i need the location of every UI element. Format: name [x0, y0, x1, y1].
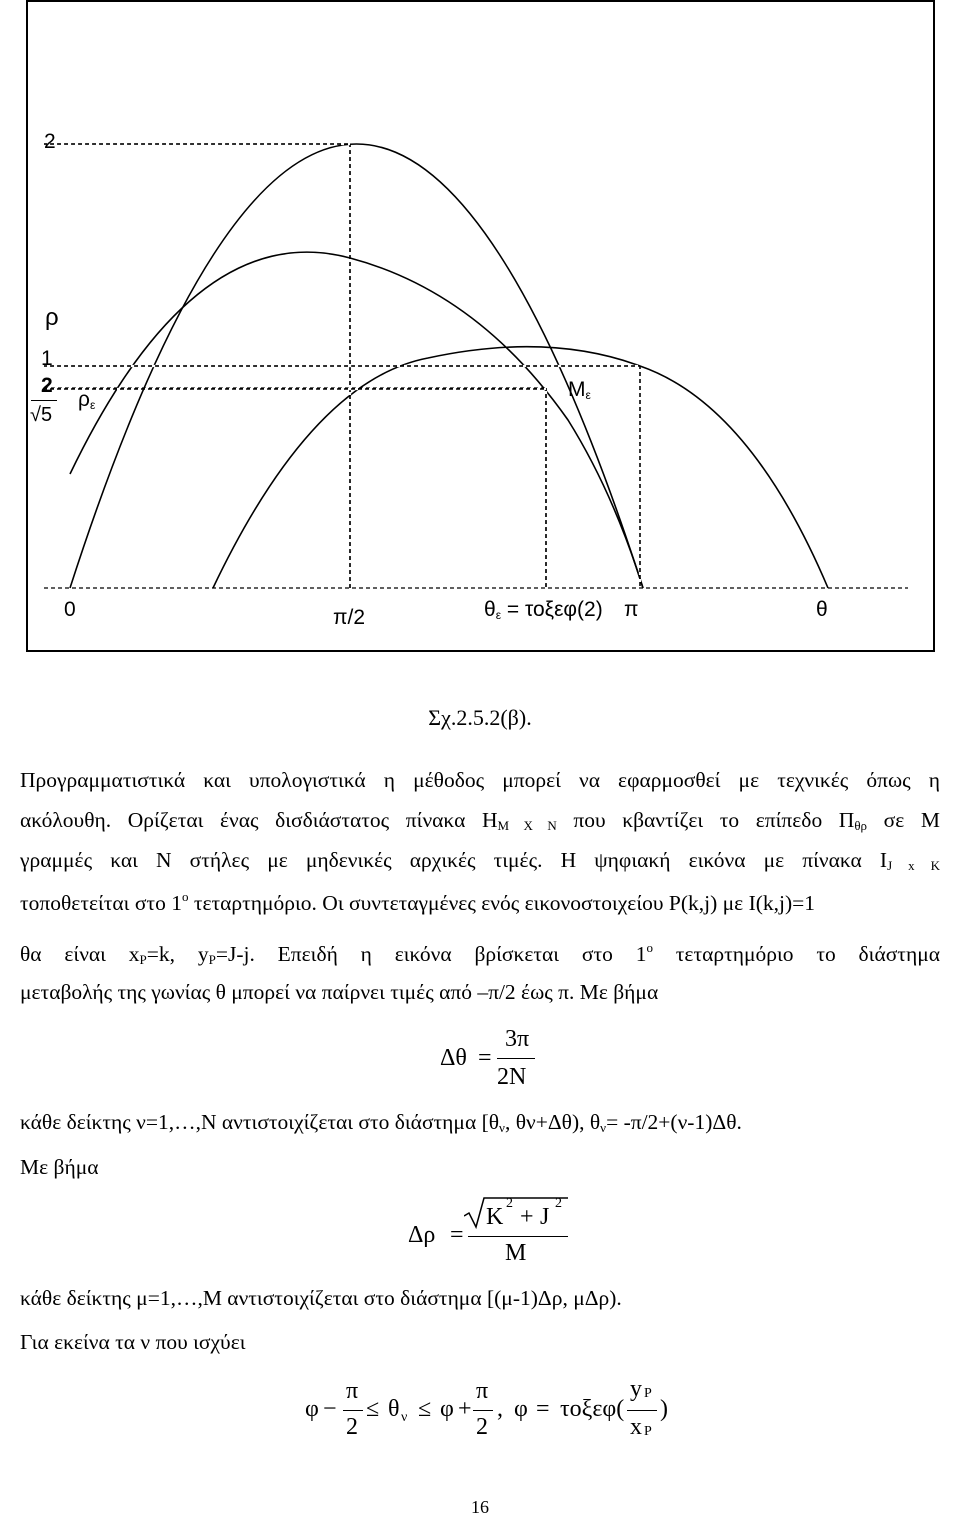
rho-eps-label: $\rho_\varepsilon$	[78, 388, 96, 412]
hough-curves-plot	[28, 2, 933, 650]
eq3-func: τοξεφ(	[560, 1396, 625, 1422]
eq3-pi1: π	[346, 1378, 359, 1404]
eq3-theta-sub: ν	[401, 1410, 408, 1425]
eq2-bar	[468, 1236, 568, 1237]
x-tick-half-pi: π/2	[333, 606, 366, 629]
eq3-equals: =	[536, 1396, 550, 1422]
eq2-num-k: K	[486, 1204, 504, 1230]
eq3-bar1	[343, 1410, 363, 1411]
eq3-pi2: π	[476, 1378, 489, 1404]
y-tick-frac-num: 2	[41, 374, 53, 397]
eq3-xsub: P	[644, 1424, 652, 1439]
eq3-phi3: φ	[514, 1396, 528, 1422]
y-tick-2: 2	[44, 130, 56, 153]
eq3-ysub: P	[644, 1386, 652, 1401]
eq2-num-j: J	[540, 1204, 550, 1230]
figure-caption: Σχ.2.5.2(β).	[428, 705, 532, 730]
eq3-bar2	[473, 1410, 493, 1411]
eq2-sup-1: 2	[506, 1196, 513, 1211]
eq3-two1: 2	[346, 1414, 358, 1440]
text-line-1: Προγραμματιστικά και υπολογιστικά η μέθοδος μπορεί να εφαρμοσθεί με τεχνικές όπως η	[20, 768, 940, 792]
text-line-10: Για εκείνα τα ν που ισχύει	[20, 1330, 246, 1354]
eq3-le2: ≤	[418, 1396, 432, 1422]
x-tick-theta-eps: $\theta_\varepsilon = \tau o\xi\varepsilon\varphi(2)$	[484, 598, 603, 622]
eq2-lhs: Δρ	[408, 1222, 436, 1248]
y-tick-1: 1	[41, 347, 53, 370]
eq3-two2: 2	[476, 1414, 488, 1440]
eq3-comma: ,	[497, 1396, 503, 1422]
eq1-num: 3π	[505, 1026, 530, 1052]
eq3-close: )	[660, 1396, 668, 1422]
eq2-sup-2: 2	[555, 1196, 562, 1211]
text-line-4: τοποθετείται στο $1^o$ τεταρτημόριο. Οι συντεταγμένες ενός εικονοστοιχείου P(k,j) με I(k,j)=1	[20, 889, 816, 915]
eq3-phi1: φ	[305, 1396, 319, 1422]
y-axis-label: ρ	[45, 304, 59, 331]
eq3-le1: ≤	[366, 1396, 380, 1422]
eq3-x: x	[630, 1414, 642, 1440]
eq2-plus: +	[520, 1204, 534, 1230]
page-number: 16	[471, 1497, 489, 1517]
m-eps-label: $M_\varepsilon$	[568, 378, 591, 402]
eq1-den: 2N	[497, 1064, 527, 1090]
eq3-minus: −	[323, 1396, 337, 1422]
curve-mid	[70, 252, 643, 588]
eq3-y: y	[630, 1376, 642, 1402]
eq1-bar	[497, 1058, 535, 1059]
eq3-phi2: φ	[440, 1396, 454, 1422]
text-line-2: ακόλουθη. Ορίζεται ένας δισδιάστατος πίνακα HM X N που κβαντίζει το επίπεδο Πθρ σε M	[20, 808, 940, 833]
eq3-theta: θ	[388, 1396, 400, 1422]
eq3-bar3	[627, 1410, 657, 1411]
text-line-7: κάθε δείκτης ν=1,…,N αντιστοιχίζεται στο διάστημα [θν, θν+Δθ), θν= -π/2+(ν-1)Δθ.	[20, 1110, 742, 1135]
eq2-den: M	[505, 1240, 527, 1266]
text-line-9: κάθε δείκτης μ=1,…,M αντιστοιχίζεται στο διάστημα [(μ-1)Δρ, μΔρ).	[20, 1286, 622, 1310]
y-tick-frac-den: √5	[30, 404, 53, 426]
x-tick-0: 0	[64, 598, 76, 621]
eq1-equals: =	[478, 1045, 492, 1071]
text-line-6: μεταβολής της γωνίας θ μπορεί να παίρνει τιμές από –π/2 έως π. Με βήμα	[20, 980, 659, 1004]
eq2-equals: =	[450, 1222, 464, 1248]
x-axis-label: θ	[816, 598, 828, 621]
curve-small	[213, 347, 828, 588]
eq1-lhs: Δθ	[440, 1045, 467, 1071]
y-tick-frac-bar	[31, 400, 57, 401]
eq3-plus: +	[458, 1396, 472, 1422]
x-tick-pi: π	[624, 598, 639, 621]
text-line-8: Με βήμα	[20, 1155, 99, 1179]
text-line-5: θα είναι xP=k, yP=J-j. Επειδή η εικόνα βρίσκεται στο $1^o$ τεταρτημόριο το διάστημα	[20, 940, 940, 967]
text-line-3: γραμμές και N στήλες με μηδενικές αρχικές τιμές. Η ψηφιακή εικόνα με πίνακα IJ x K	[20, 848, 941, 873]
figure-frame	[26, 0, 935, 652]
